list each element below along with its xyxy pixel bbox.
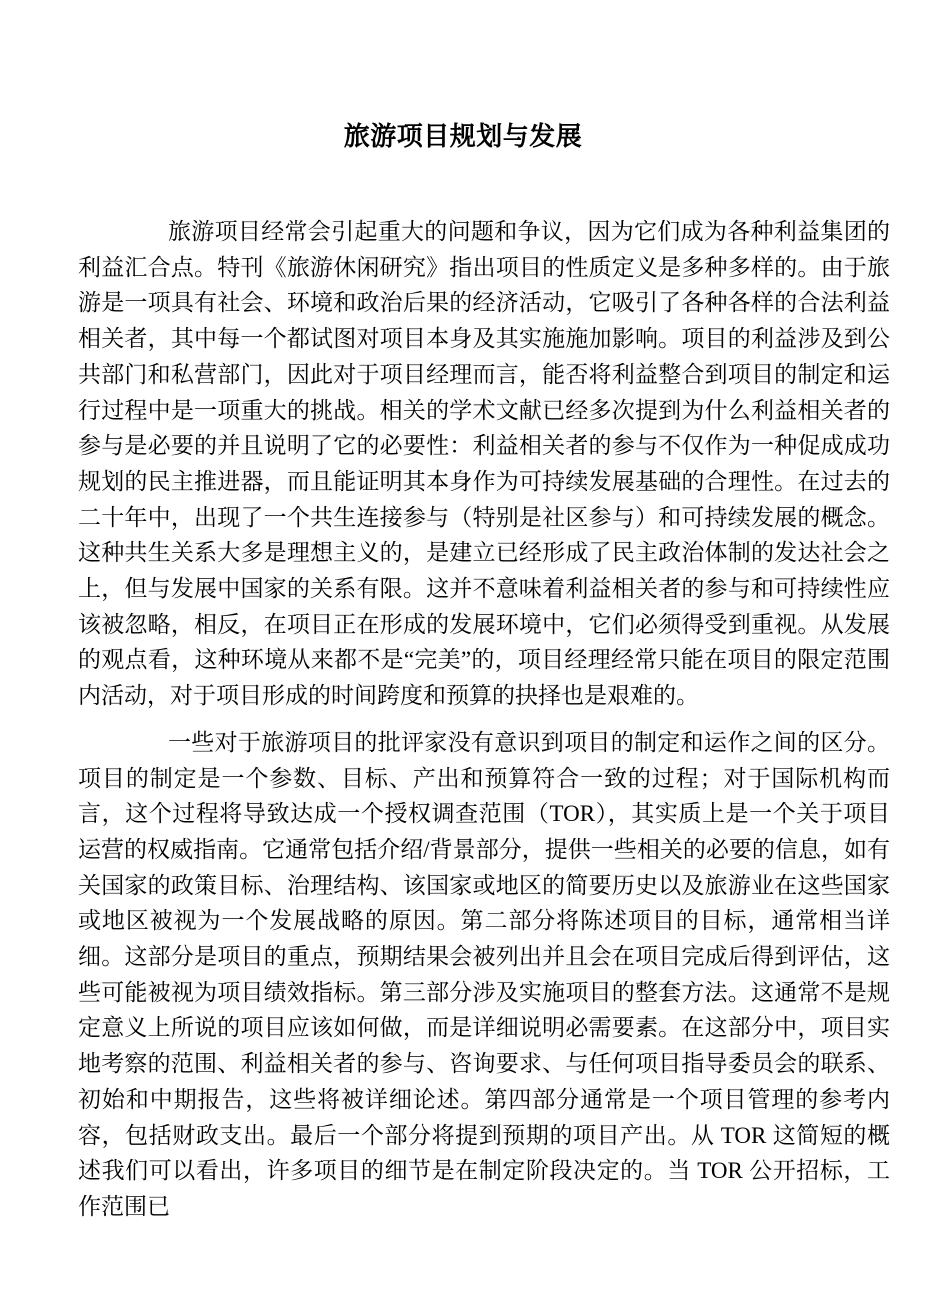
document-title: 旅游项目规划与发展 [343,121,583,151]
document-body [78,214,890,1225]
paragraph-2: 一些对于旅游项目的批评家没有意识到项目的制定和运作之间的区分。项目的制定是一个参数、目标、产出和预算符合一致的过程；对于国际机构而言，这个过程将导致达成一个授权调查范围（TOR），其实质上是一个关于项目运营的权威指南。它通常包括介绍/背景部分，提供一些相关的必要的信息，如有关国家的政策目标、治理结构、该国家或地区的简要历史以及旅游业在这些国家或地区被视为一个发展战略的原因。第二部分将陈述项目的目标，通常相当详细。这部分是项目的重点，预期结果会被列出并且会在项目完成后得到评估，这些可能被视为项目绩效指标。第三部分涉及实施项目的整套方法。这通常不是规定意义上所说的项目应该如何做，而是详细说明必需要素。在这部分中，项目实地考察的范围、利益相关者的参与、咨询要求、与任何项目指导委员会的联系、初始和中期报告，这些将被详细论述。第四部分通常是一个项目管理的参考内容，包括财政支出。最后一个部分将提到预期的项目产出。从 TOR 这简短的概述我们可以看出，许多项目的细节是在制定阶段决定的。当 TOR 公开招标，工作范围已 [78,729,890,1219]
paragraph-1: 旅游项目经常会引起重大的问题和争议，因为它们成为各种利益集团的利益汇合点。特刊《旅游休闲研究》指出项目的性质定义是多种多样的。由于旅游是一项具有社会、环境和政治后果的经济活动，它吸引了各种各样的合法利益相关者，其中每一个都试图对项目本身及其实施施加影响。项目的利益涉及到公共部门和私营部门，因此对于项目经理而言，能否将利益整合到项目的制定和运行过程中是一项重大的挑战。相关的学术文献已经多次提到为什么利益相关者的参与是必要的并且说明了它的必要性：利益相关者的参与不仅作为一种促成成功规划的民主推进器，而且能证明其本身作为可持续发展基础的合理性。在过去的二十年中，出现了一个共生连接参与（特别是社区参与）和可持续发展的概念。这种共生关系大多是理想主义的，是建立已经形成了民主政治体制的发达社会之上，但与发展中国家的关系有限。这并不意味着利益相关者的参与和可持续性应该被忽略，相反，在项目正在形成的发展环境中，它们必须得受到重视。从发展的观点看，这种环境从来都不是“完美”的，项目经理经常只能在项目的限定范围内活动，对于项目形成的时间跨度和预算的抉择也是艰难的。 [78,219,890,709]
